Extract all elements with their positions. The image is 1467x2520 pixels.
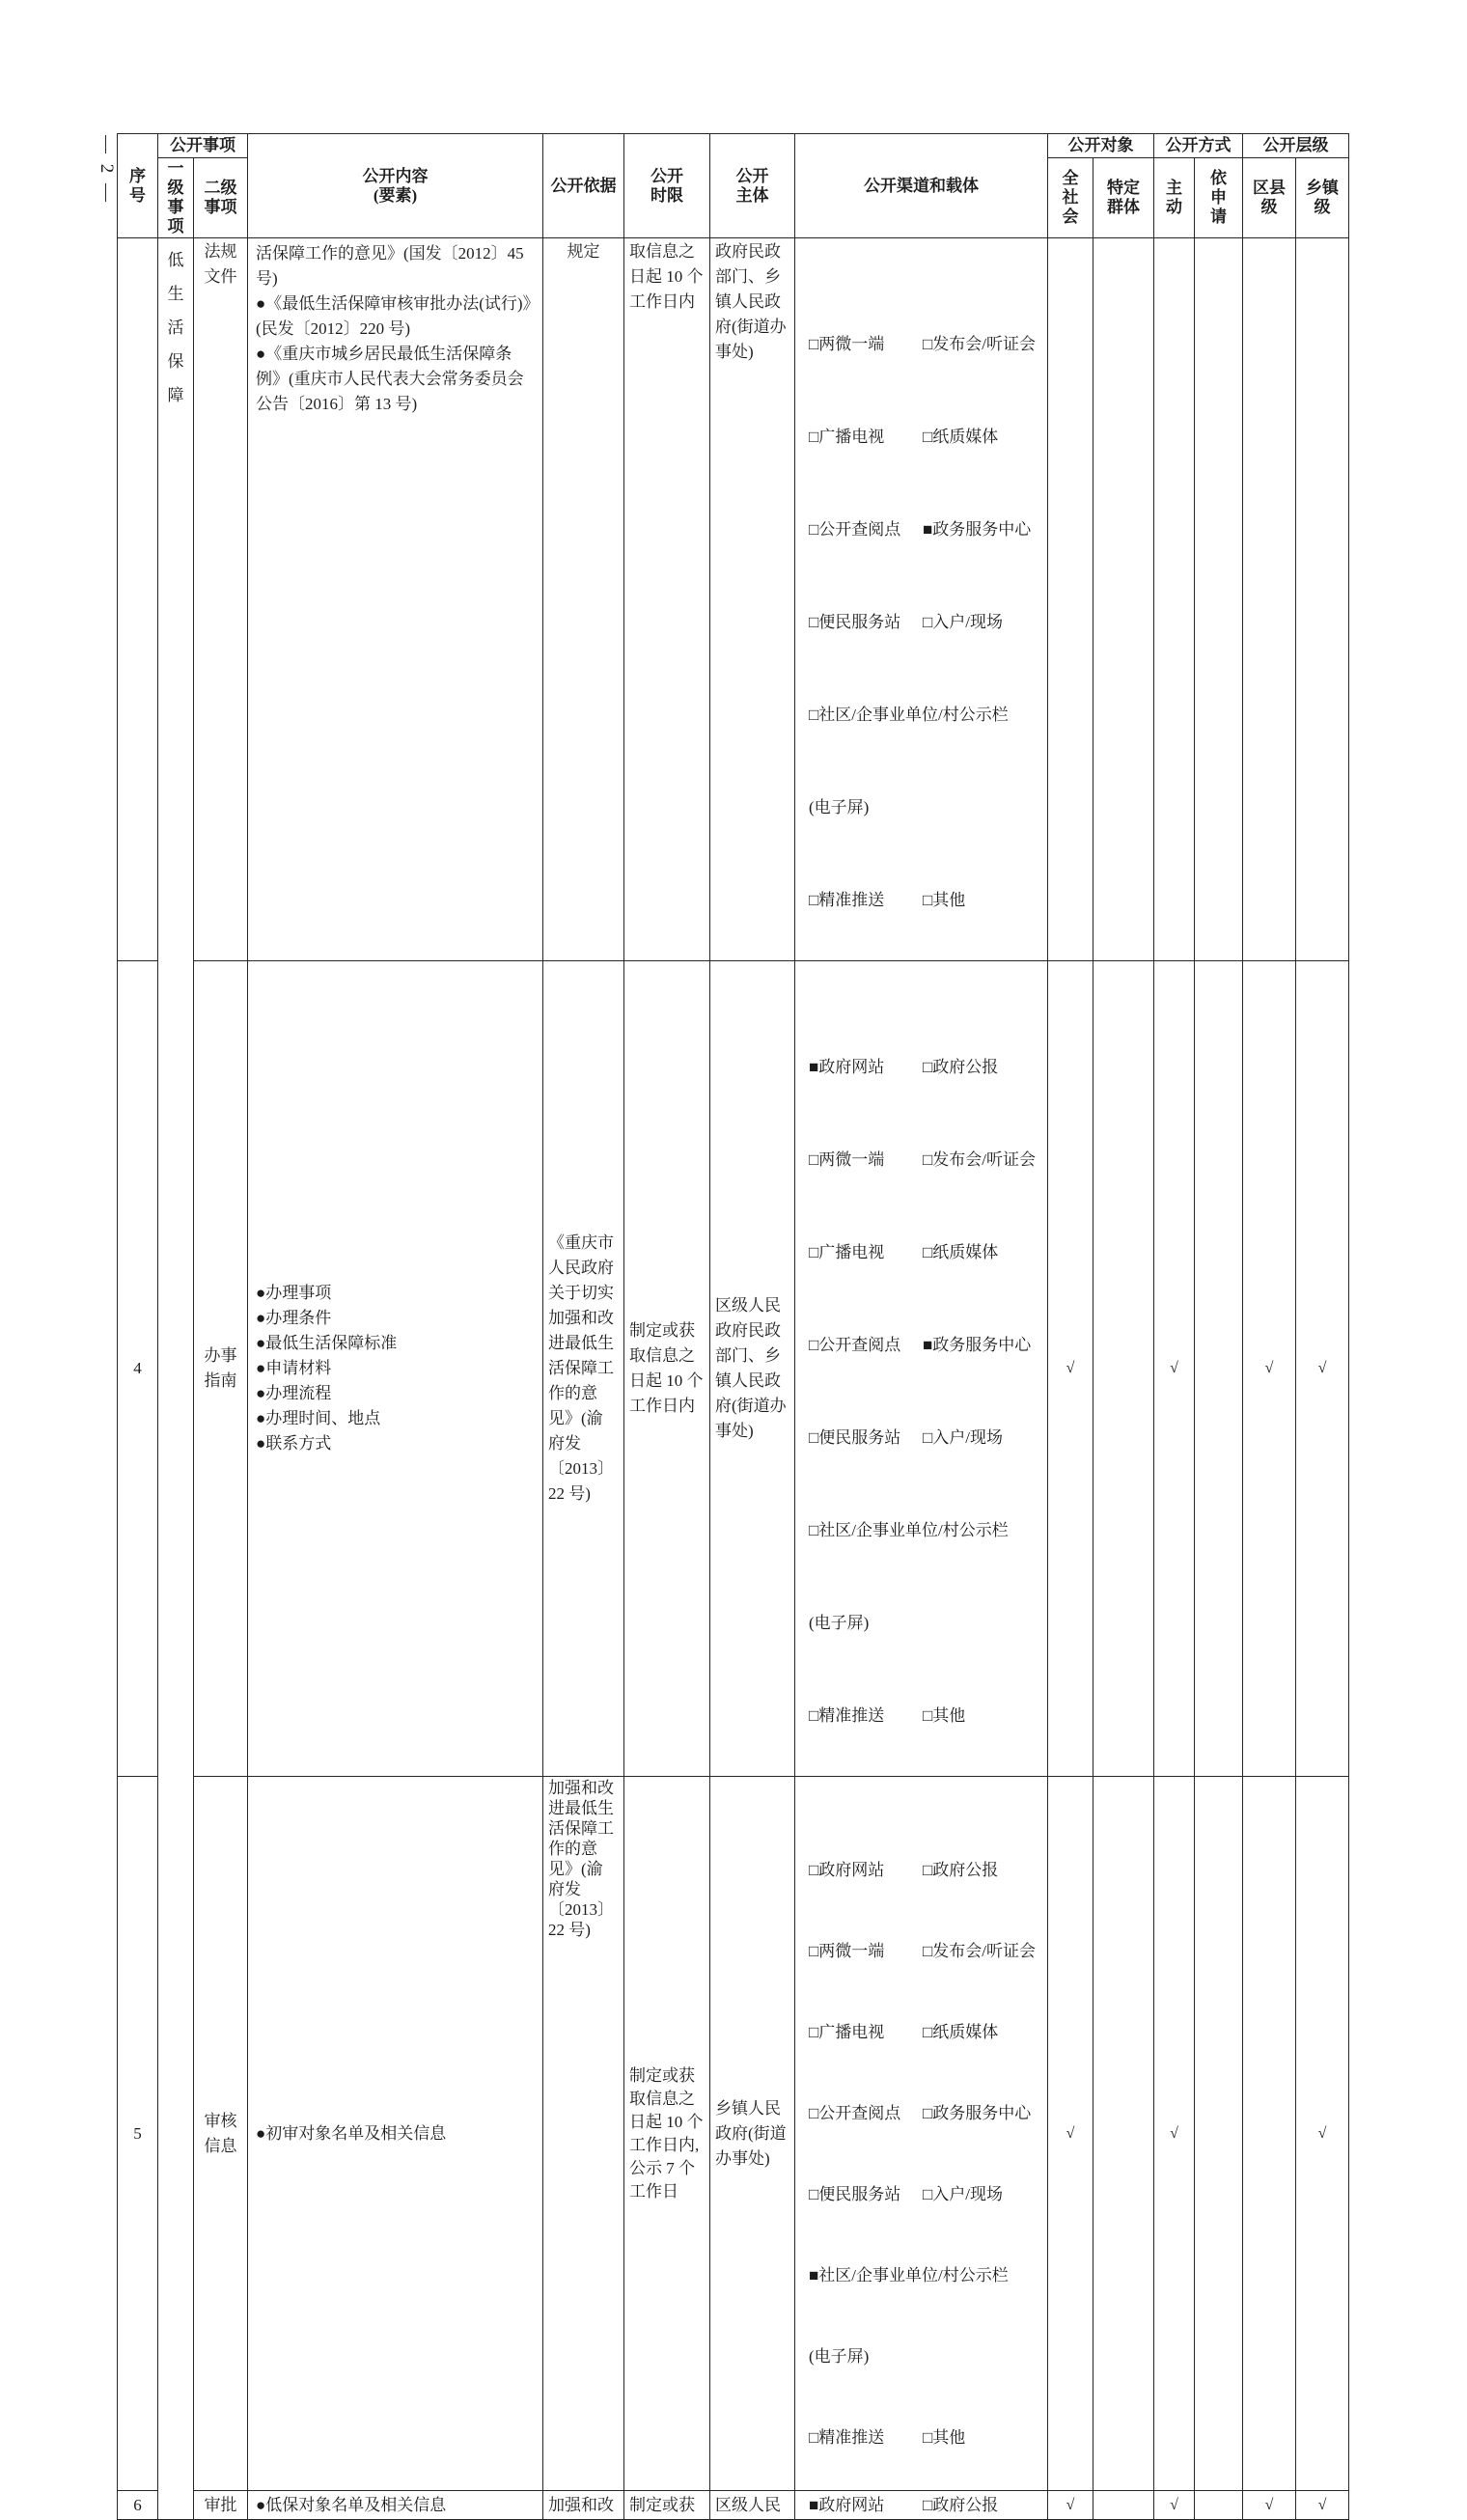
channel-option [923, 1612, 1041, 1635]
channel-option: □便民服务站 [809, 2185, 901, 2203]
channel-option: □纸质媒体 [923, 2023, 999, 2041]
cell-channels [795, 2491, 1048, 2520]
channel-option: □政府公报 [923, 2496, 999, 2514]
channel-option: □广播电视 [809, 428, 885, 446]
channel-option: □其他 [923, 2428, 966, 2447]
col-header-time-limit: 公开 时限 [624, 134, 710, 238]
check-proactive: √ [1154, 961, 1195, 1777]
channel-option: □发布会/听证会 [923, 1150, 1036, 1169]
col-header-district-county: 区县 级 [1243, 158, 1296, 238]
col-header-all-society: 全 社 会 [1048, 158, 1093, 238]
col-header-subject: 公开 主体 [710, 134, 795, 238]
check-township: √ [1296, 2491, 1349, 2520]
channel-line [809, 1426, 1041, 1450]
channel-line [809, 518, 1041, 541]
channel-option: □其他 [923, 1706, 966, 1725]
channel-option: □入户/现场 [923, 2185, 1003, 2203]
cell-content: ●低保对象名单及相关信息 [248, 2491, 543, 2520]
channel-line [809, 2494, 1041, 2516]
channel-option: □公开查阅点 [809, 2104, 901, 2122]
channel-option: □公开查阅点 [809, 1336, 901, 1354]
cell-level2-item: 审批 [194, 2491, 248, 2520]
col-header-on-request: 依 申 请 [1195, 158, 1243, 238]
channel-line [809, 1941, 1041, 1961]
channel-line [809, 1334, 1041, 1357]
cell-time-limit: 取信息之日起 10 个工作日内 [624, 238, 710, 961]
col-header-level: 公开层级 [1243, 134, 1349, 158]
channel-option: □精准推送 [809, 1706, 885, 1725]
cell-level2-item: 审核 信息 [194, 1777, 248, 2491]
channel-line [809, 2265, 1041, 2285]
channel-line [809, 2103, 1041, 2123]
table-row [118, 2491, 1349, 2520]
channel-line [809, 889, 1041, 912]
cell-content: 活保障工作的意见》(国发〔2012〕45 号) ●《最低生活保障审核审批办法(试行)》(民发〔2012〕220 号) ●《重庆市城乡居民最低生活保障条例》(重庆市人民代表大会常务委员会公告〔2016〕第 13 号) [248, 238, 543, 961]
cell-serial: 5 [118, 1777, 158, 2491]
channel-option: □两微一端 [809, 1150, 885, 1169]
channel-option: (电子屏) [809, 1614, 870, 1632]
col-header-level2-item: 二级 事项 [194, 158, 248, 238]
channel-option [1009, 2265, 1041, 2285]
channel-option: ■政府网站 [809, 1058, 885, 1076]
cell-channels [795, 961, 1048, 1777]
channel-option: ■政府网站 [809, 2496, 885, 2514]
channel-line [809, 1860, 1041, 1880]
cell-subject: 区级人民 [710, 2491, 795, 2520]
check-on-request [1195, 2491, 1243, 2520]
cell-level2-item: 办事 指南 [194, 961, 248, 1777]
channel-line [809, 2427, 1041, 2448]
channel-line [809, 426, 1041, 449]
col-header-method: 公开方式 [1154, 134, 1243, 158]
check-specific-groups [1093, 961, 1154, 1777]
channel-line [809, 2346, 1041, 2367]
channel-option: □精准推送 [809, 891, 885, 909]
cell-time-limit: 制定或获取信息之日起 10 个工作日内,公示 7 个工作日 [624, 1777, 710, 2491]
channel-option [1009, 1519, 1041, 1542]
channel-option: □入户/现场 [923, 613, 1003, 631]
channel-option: (电子屏) [809, 798, 870, 817]
cell-serial: 4 [118, 961, 158, 1777]
channel-line [809, 704, 1041, 727]
cell-time-limit: 制定或获 [624, 2491, 710, 2520]
channel-line [809, 1519, 1041, 1542]
channel-line [809, 333, 1041, 356]
col-header-audience: 公开对象 [1048, 134, 1154, 158]
page-number: — 2 — [97, 135, 117, 205]
cell-basis: 加强和改 [543, 2491, 624, 2520]
check-on-request [1195, 1777, 1243, 2491]
check-district-county [1243, 238, 1296, 961]
check-township: √ [1296, 1777, 1349, 2491]
channel-option [1009, 704, 1041, 727]
col-header-serial: 序 号 [118, 134, 158, 238]
channel-option: □其他 [923, 891, 966, 909]
check-all-society: √ [1048, 1777, 1093, 2491]
check-all-society: √ [1048, 961, 1093, 1777]
check-on-request [1195, 961, 1243, 1777]
check-specific-groups [1093, 238, 1154, 961]
cell-serial [118, 238, 158, 961]
channel-option: □广播电视 [809, 1243, 885, 1261]
disclosure-table [117, 133, 1349, 2520]
check-district-county: √ [1243, 2491, 1296, 2520]
check-all-society: √ [1048, 2491, 1093, 2520]
col-header-level1-item: 一 级 事 项 [158, 158, 194, 238]
channel-option: □发布会/听证会 [923, 335, 1036, 353]
channel-line [809, 2184, 1041, 2204]
col-header-specific-groups: 特定 群体 [1093, 158, 1154, 238]
col-header-content: 公开内容 (要素) [248, 134, 543, 238]
channel-option [923, 796, 1041, 819]
channel-line [809, 1612, 1041, 1635]
channel-option: ■政务服务中心 [923, 520, 1032, 539]
check-township: √ [1296, 961, 1349, 1777]
check-township [1296, 238, 1349, 961]
cell-level2-item: 法规 文件 [194, 238, 248, 961]
check-specific-groups [1093, 1777, 1154, 2491]
cell-basis: 《重庆市人民政府关于切实加强和改进最低生活保障工作的意见》(渝府发〔2013〕22 号) [543, 961, 624, 1777]
channel-option: □政府公报 [923, 1861, 999, 1879]
channel-option: (电子屏) [809, 2347, 870, 2366]
channel-line [809, 611, 1041, 634]
check-proactive: √ [1154, 1777, 1195, 2491]
table-row [118, 1777, 1349, 2491]
channel-option: □发布会/听证会 [923, 1942, 1036, 1960]
channel-option: □纸质媒体 [923, 428, 999, 446]
check-proactive: √ [1154, 2491, 1195, 2520]
channel-option: □广播电视 [809, 2023, 885, 2041]
cell-serial: 6 [118, 2491, 158, 2520]
channel-option: □两微一端 [809, 335, 885, 353]
col-header-matters: 公开事项 [158, 134, 248, 158]
channel-line [809, 1241, 1041, 1264]
channel-line [809, 1704, 1041, 1728]
check-on-request [1195, 238, 1243, 961]
cell-content: ●初审对象名单及相关信息 [248, 1777, 543, 2491]
channel-option: □公开查阅点 [809, 520, 901, 539]
channel-line [809, 1056, 1041, 1079]
channel-option: □纸质媒体 [923, 1243, 999, 1261]
check-district-county [1243, 1777, 1296, 2491]
cell-basis: 加强和改进最低生活保障工作的意见》(渝府发〔2013〕22 号) [543, 1777, 624, 2491]
channel-line [809, 2022, 1041, 2042]
check-district-county: √ [1243, 961, 1296, 1777]
channel-option: ■政务服务中心 [923, 1336, 1032, 1354]
cell-basis: 规定 [543, 238, 624, 961]
cell-subject: 政府民政部门、乡镇人民政府(街道办事处) [710, 238, 795, 961]
channel-option: □精准推送 [809, 2428, 885, 2447]
channel-line [809, 796, 1041, 819]
channel-option: □政府网站 [809, 1861, 885, 1879]
channel-option: □政府公报 [923, 1058, 999, 1076]
cell-time-limit: 制定或获取信息之日起 10 个工作日内 [624, 961, 710, 1777]
channel-option: □社区/企事业单位/村公示栏 [809, 706, 1009, 724]
check-all-society [1048, 238, 1093, 961]
channel-line [809, 1149, 1041, 1172]
col-header-township: 乡镇 级 [1296, 158, 1349, 238]
check-specific-groups [1093, 2491, 1154, 2520]
check-proactive [1154, 238, 1195, 961]
col-header-channels: 公开渠道和载体 [795, 134, 1048, 238]
table-row [118, 238, 1349, 961]
col-header-proactive: 主 动 [1154, 158, 1195, 238]
cell-subject: 乡镇人民政府(街道办事处) [710, 1777, 795, 2491]
cell-channels [795, 1777, 1048, 2491]
channel-option: □便民服务站 [809, 1428, 901, 1447]
channel-option: □入户/现场 [923, 1428, 1003, 1447]
channel-option: □便民服务站 [809, 613, 901, 631]
cell-subject: 区级人民政府民政部门、乡镇人民政府(街道办事处) [710, 961, 795, 1777]
col-header-basis: 公开依据 [543, 134, 624, 238]
channel-option: □社区/企事业单位/村公示栏 [809, 1521, 1009, 1539]
table-row [118, 961, 1349, 1777]
cell-content: ●办理事项 ●办理条件 ●最低生活保障标准 ●申请材料 ●办理流程 ●办理时间、地点 ●联系方式 [248, 961, 543, 1777]
channel-option: □政务服务中心 [923, 2104, 1032, 2122]
cell-level1-item: 低 生 活 保 障 [158, 238, 194, 2520]
channel-option [923, 2346, 1041, 2367]
channel-option: ■社区/企事业单位/村公示栏 [809, 2266, 1009, 2285]
cell-channels [795, 238, 1048, 961]
channel-option: □两微一端 [809, 1942, 885, 1960]
